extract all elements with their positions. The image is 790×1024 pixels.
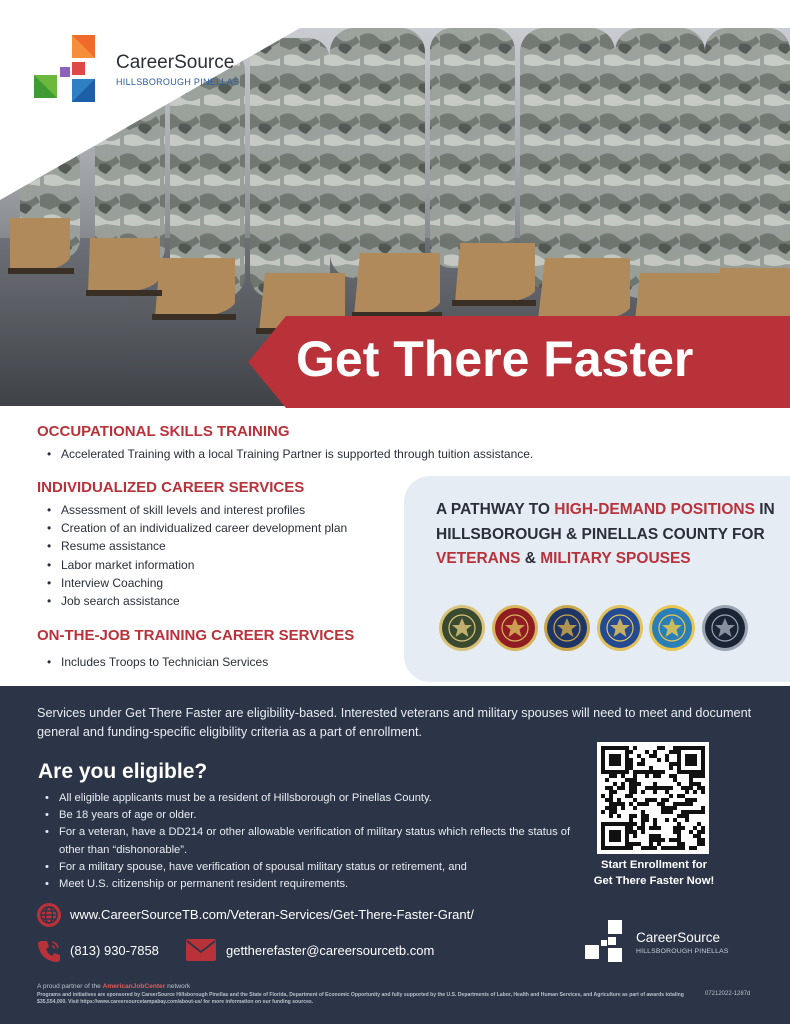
list-item: • For a veteran, have a DD214 or other allowable verification of military status which reflects the status of other than “dishonorable”. [45, 824, 575, 858]
list-item: • All eligible applicants must be a resident of Hillsborough or Pinellas County. [45, 790, 575, 807]
pathway-highlight: HIGH-DEMAND POSITIONS [554, 501, 755, 518]
section-title-on-the-job: ON-THE-JOB TRAINING CAREER SERVICES [37, 627, 355, 644]
enrollment-qr-code[interactable] [597, 742, 709, 854]
website-link[interactable]: www.CareerSourceTB.com/Veteran-Services/Get-There-Faster-Grant/ [70, 907, 474, 922]
brand-name: CareerSource [116, 52, 235, 73]
list-item: • Job search assistance [47, 592, 347, 610]
coast-guard-seal-icon [648, 604, 696, 652]
pathway-text-part: IN HILLSBOROUGH & PINELLAS COUNTY FOR [436, 501, 775, 543]
careersource-logo-icon [32, 32, 112, 112]
careersource-logo-icon-white [584, 918, 632, 966]
navy-seal-icon [543, 604, 591, 652]
document-code: 07212022-1287d [705, 991, 751, 997]
pathway-text-part: A PATHWAY TO [436, 501, 555, 518]
pathway-callout [404, 476, 790, 682]
list-item: • Creation of an individualized career development plan [47, 519, 347, 537]
list-item: • Interview Coaching [47, 574, 347, 592]
brand-subtitle: HILLSBOROUGH PINELLAS [636, 948, 729, 955]
occupational-list [47, 445, 533, 463]
list-item: • Labor market information [47, 556, 347, 574]
list-item: • Be 18 years of age or older. [45, 807, 575, 824]
brand-name: CareerSource [636, 930, 721, 945]
funding-fine-print: Programs and initiatives are sponsored by CareerSource Hillsborough Pinellas and the State of Florida, Department of Economic Opportunity and fully supported by the U.S. Departments of Labor, Health and Human Services, and Agriculture as part of awards totaling $35,554,000. Visit https://www.careersourcetampabay.com/about-us/ for more information on our funding sources. [37, 992, 684, 1005]
marines-seal-icon [491, 604, 539, 652]
phone-icon [36, 938, 62, 964]
qr-code-icon [601, 746, 705, 850]
air-force-seal-icon [596, 604, 644, 652]
space-force-seal-icon [701, 604, 749, 652]
email-link[interactable]: gettherefaster@careersourcetb.com [226, 943, 435, 958]
careersource-logo [32, 32, 252, 112]
pathway-highlight: VETERANS [436, 550, 521, 567]
list-item: • Meet U.S. citizenship or permanent resident requirements. [45, 876, 575, 893]
hero-title: Get There Faster [296, 331, 694, 387]
pathway-text-part: & [520, 550, 541, 567]
list-item: • Accelerated Training with a local Training Partner is supported through tuition assistance. [47, 445, 533, 463]
list-item: • Resume assistance [47, 537, 347, 555]
individualized-list [47, 501, 347, 610]
brand-subtitle: HILLSBOROUGH PINELLAS [116, 77, 240, 87]
american-job-center-mark: AmericanJobCenter [102, 983, 166, 990]
list-item: • Assessment of skill levels and interest profiles [47, 501, 347, 519]
on-the-job-list [47, 653, 268, 671]
pathway-text [436, 498, 776, 572]
eligibility-title: Are you eligible? [38, 760, 208, 783]
hero-section [0, 0, 790, 408]
military-branch-seals [438, 604, 768, 654]
partner-text: A proud partner of the [37, 983, 103, 990]
envelope-icon [186, 939, 216, 961]
army-seal-icon [438, 604, 486, 652]
eligibility-section [0, 686, 790, 1024]
partner-line [37, 983, 190, 990]
services-section [0, 408, 790, 686]
list-item: • Includes Troops to Technician Services [47, 653, 268, 671]
qr-caption [566, 858, 742, 889]
section-title-individualized: INDIVIDUALIZED CAREER SERVICES [37, 479, 305, 496]
list-item: • For a military spouse, have verification of spousal military status or retirement, and [45, 859, 575, 876]
eligibility-list [45, 790, 575, 893]
globe-icon [36, 902, 62, 928]
partner-text: network [165, 983, 191, 990]
careersource-logo-white [584, 918, 754, 974]
qr-caption-line: Get There Faster Now! [593, 874, 715, 887]
pathway-highlight: MILITARY SPOUSES [540, 550, 691, 567]
eligibility-intro: Services under Get There Faster are eligibility-based. Interested veterans and military spouses will need to meet and document general and funding-specific eligibility criteria as a part of enrollment. [37, 706, 752, 739]
qr-caption-line: Start Enrollment for [600, 859, 708, 871]
phone-link[interactable]: (813) 930-7858 [70, 943, 159, 958]
section-title-occupational: OCCUPATIONAL SKILLS TRAINING [37, 423, 290, 440]
